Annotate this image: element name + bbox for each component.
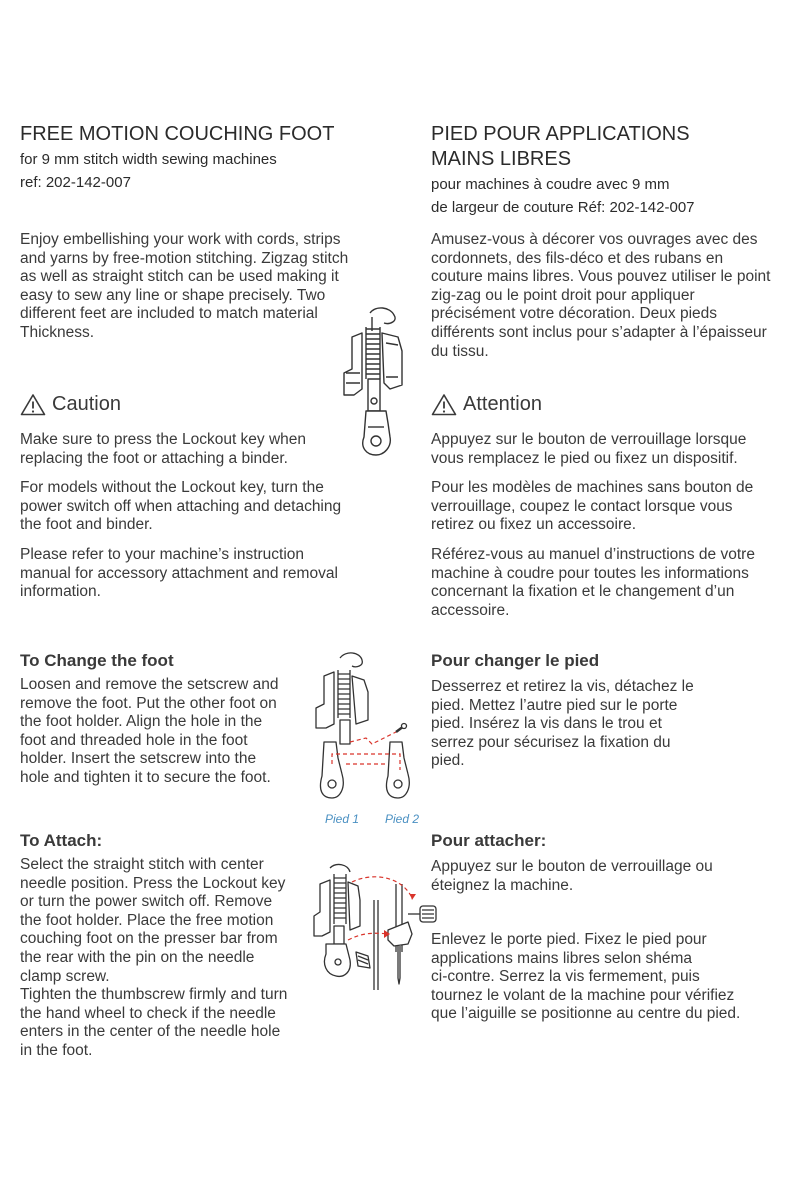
foot-swap-illustration [300,648,430,818]
subtitle-en-2: ref: 202-142-007 [20,174,131,191]
warning-triangle-icon [20,393,46,416]
warning-triangle-icon [431,393,457,416]
caution-text-fr: Appuyez sur le bouton de verrouillage lorsque vous remplacez le pied ou fixez un dispositif. Pour les modèles de machines sans bouton de verrouillage, coupez le contact lorsque vous retirez ou fixez un accessoire. Référez-vous au manuel d’instructions de votre machine à coudre pour toutes les informations concernant la fixation et le changement d’un accessoire. [431,431,755,619]
subtitle-fr-2: de largeur de couture Réf: 202-142-007 [431,199,695,216]
title-fr-1: PIED POUR APPLICATIONS [431,123,690,145]
change-foot-heading-fr: Pour changer le pied [431,651,600,670]
attach-foot-illustration [312,860,450,990]
caution-title-en: Caution [52,393,121,415]
couching-foot-illustration [332,303,414,465]
title-en: FREE MOTION COUCHING FOOT [20,123,335,145]
caution-heading-fr [431,393,542,416]
attach-heading-fr: Pour attacher: [431,831,547,850]
caption-foot-2: Pied 2 [385,812,420,826]
caution-text-en: Make sure to press the Lockout key when replacing the foot or attaching a binder. For models without the Lockout key, turn the power switch off when attaching and detaching the foot and binder. Please refer to your machine’s instruction manual for accessory attachment and removal information. [20,431,342,601]
english-column [20,122,390,194]
change-foot-heading-en: To Change the foot [20,651,174,670]
french-column [431,122,801,219]
attach-text-en: Select the straight stitch with center needle position. Press the Lockout key or turn the power switch off. Remove the foot holder. Place the free motion couching foot on the presser bar from the rear with the pin on the needle clamp screw. Tighten the thumbscrew firmly and turn the hand wheel to check if the needle enters in the center of the needle hole in the foot. [20,856,288,1059]
change-foot-text-fr: Desserrez et retirez la vis, détachez le pied. Mettez l’autre pied sur le porte pied. Insérez la vis dans le trou et serrez pour sécurisez la fixation du pied. [431,678,694,770]
intro-en: Enjoy embellishing your work with cords, strips and yarns by free-motion stitching. Zigzag stitch as well as straight stitch can be used making it easy to sew any line or shape precisely. Two different feet are included to match material Thickness. [20,231,349,341]
subtitle-en-1: for 9 mm stitch width sewing machines [20,151,277,168]
caution-heading-en [20,393,121,416]
attach-text-fr-1: Appuyez sur le bouton de verrouillage ou éteignez la machine. [431,858,713,894]
caption-foot-1: Pied 1 [325,812,360,826]
caution-title-fr: Attention [463,393,542,415]
attach-text-fr-2: Enlevez le porte pied. Fixez le pied pour applications mains libres selon shéma ci-contre. Serrez la vis fermement, puis tournez le volant de la machine pour vérifiez que l’aiguille se positionne au centre du pied. [431,931,741,1023]
subtitle-fr-1: pour machines à coudre avec 9 mm [431,176,670,193]
attach-heading-en: To Attach: [20,831,103,850]
intro-fr: Amusez-vous à décorer vos ouvrages avec des cordonnets, des fils-déco et des rubans en couture mains libres. Vous pouvez utiliser le point zig-zag ou le point droit pour appliquer précisément votre décoration. Deux pieds différents sont inclus pour s’adapter à l’épaisseur du tissu. [431,231,771,360]
change-foot-text-en: Loosen and remove the setscrew and remove the foot. Put the other foot on the foot holder. Align the hole in the foot and threaded hole in the foot holder. Insert the setscrew into the hole and tighten it to secure the foot. [20,676,279,786]
title-fr-2: MAINS LIBRES [431,148,572,170]
